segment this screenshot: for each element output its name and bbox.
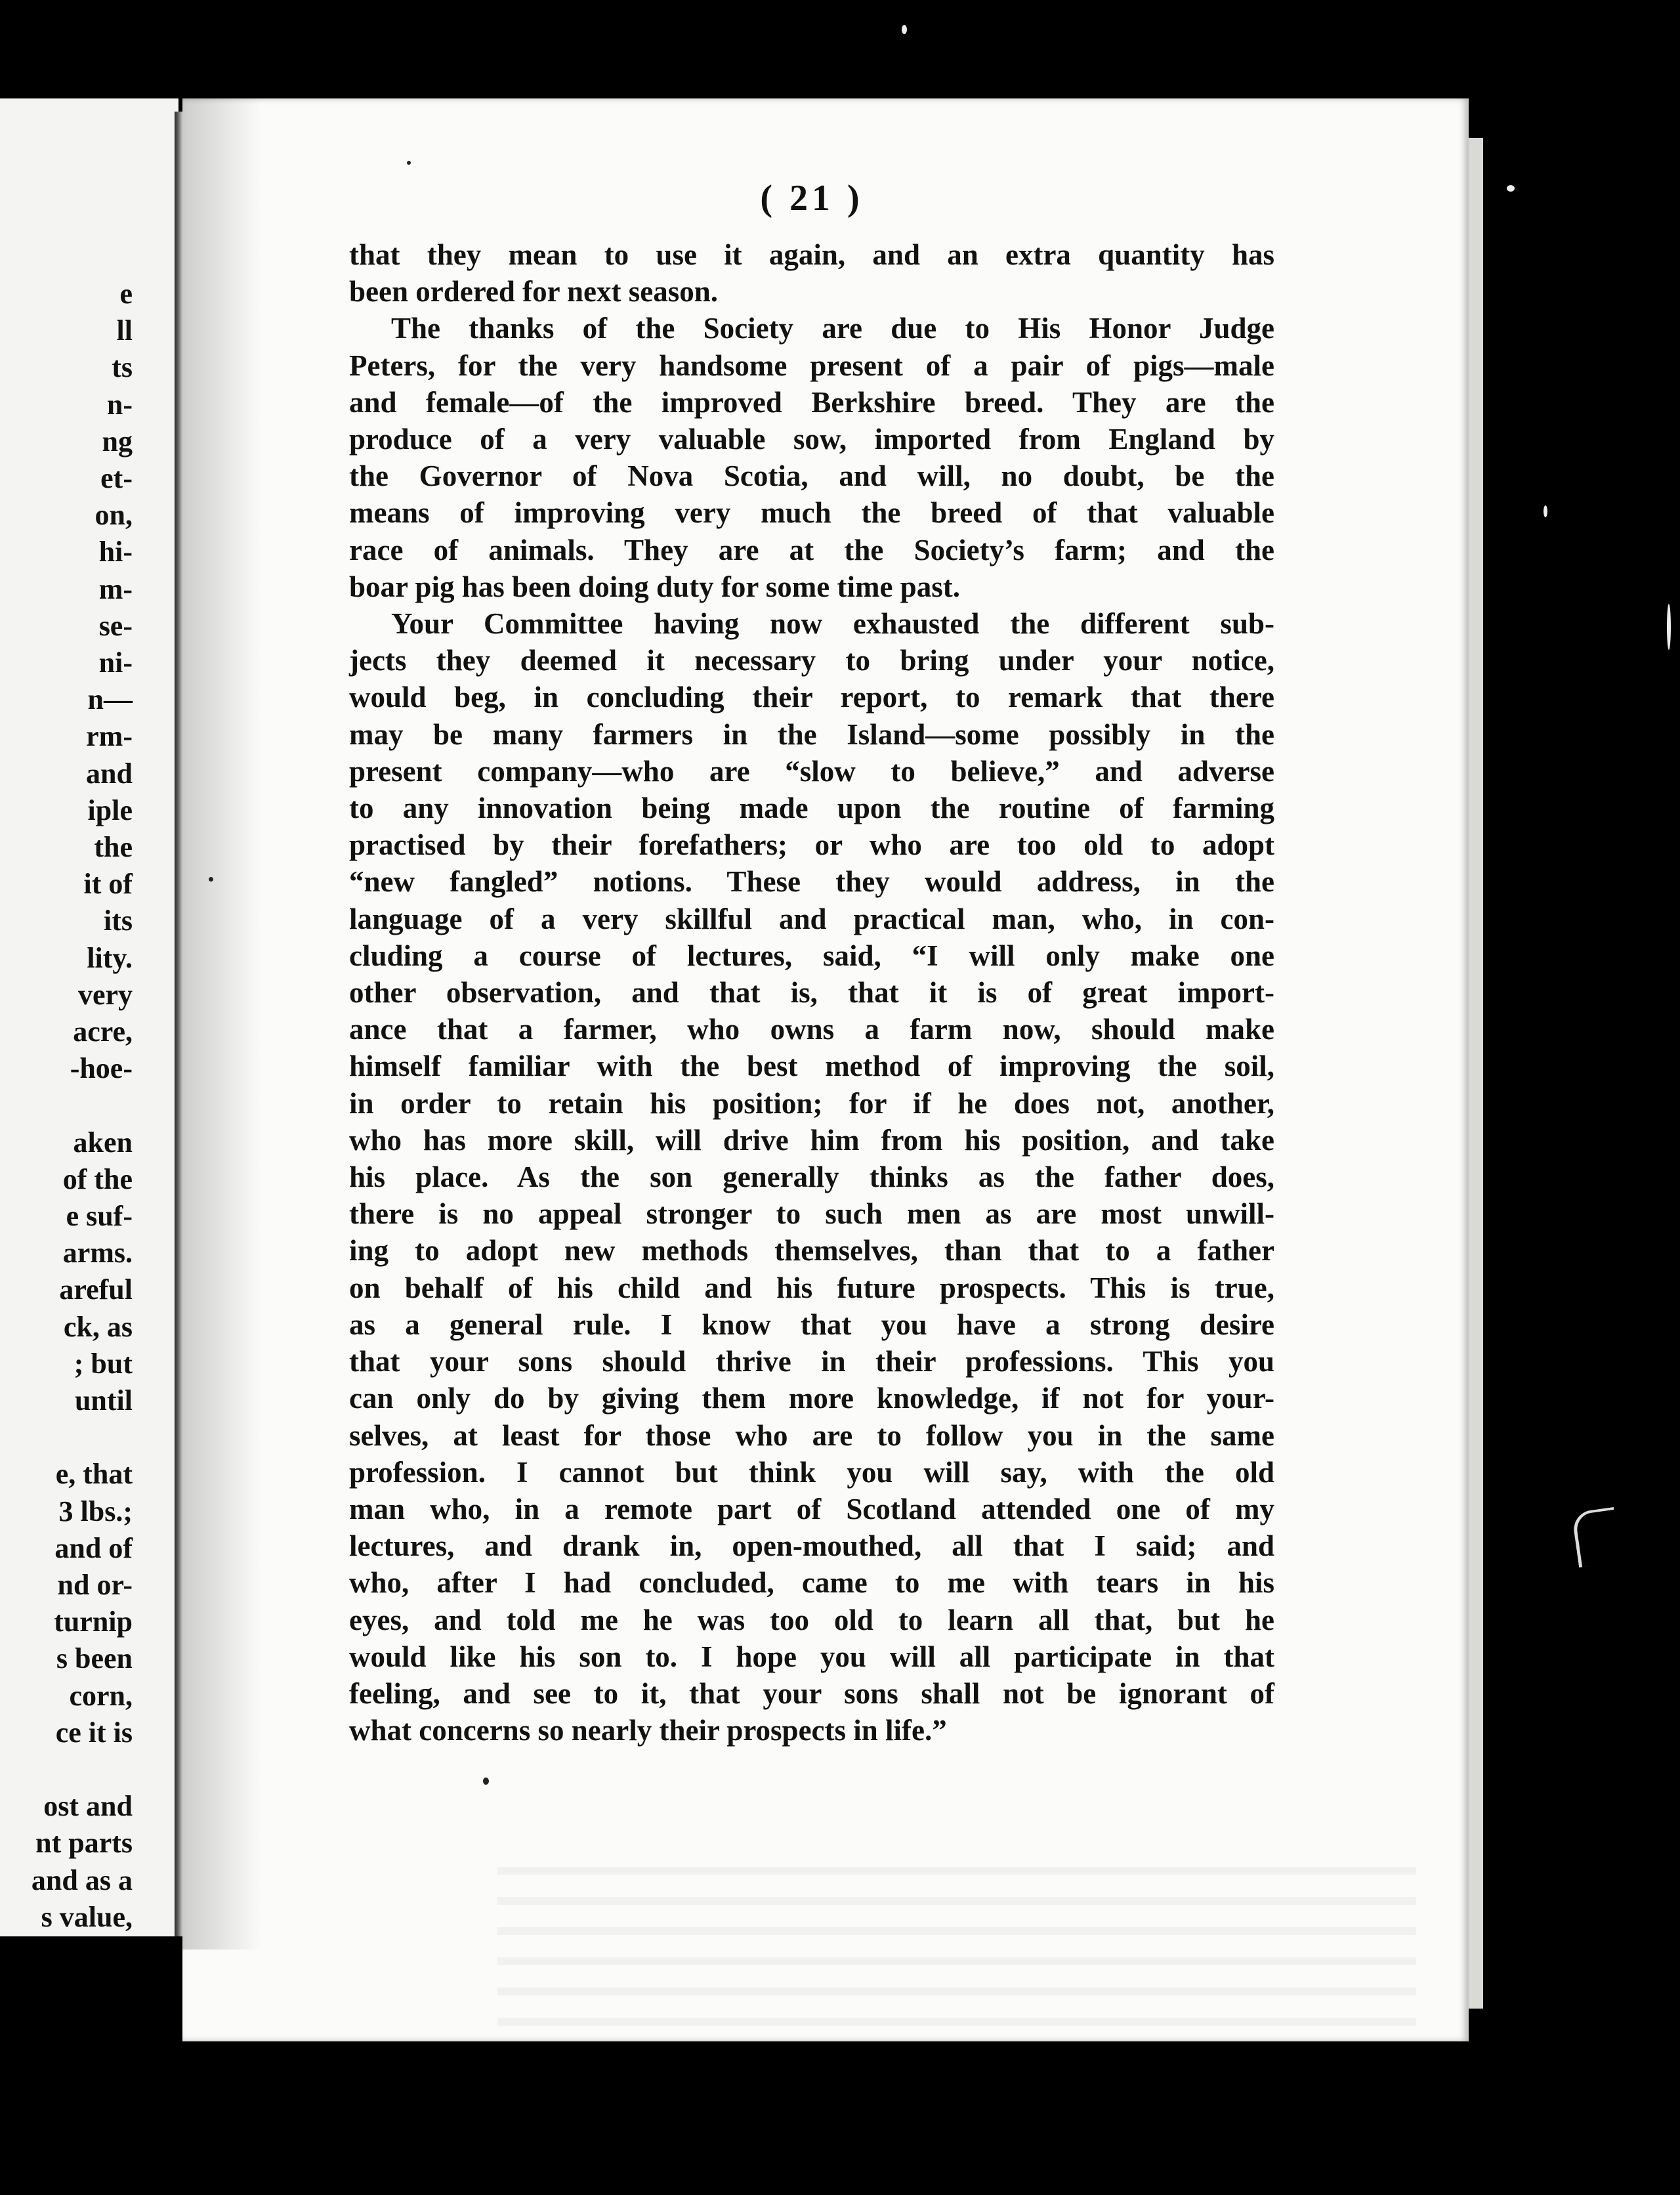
text-line: on behalf of his child and his future prospects. This is true,: [349, 1271, 1274, 1304]
text-line: eyes, and told me he was too old to learn all that, but he: [349, 1603, 1274, 1636]
fragment-line: s value,: [41, 1900, 133, 1933]
text-line: to any innovation being made upon the routine of farming: [349, 792, 1274, 825]
fragment-line: 3 lbs.;: [58, 1495, 133, 1527]
fragment-line: n-: [106, 388, 133, 421]
text-line: may be many farmers in the Island—some possibly in the: [349, 717, 1274, 751]
scan-speck: [407, 161, 411, 165]
fragment-gap: [32, 1087, 133, 1124]
text-line: can only do by giving them more knowledge, if not for your-: [349, 1382, 1274, 1415]
facing-page-text-fragment: [32, 276, 133, 1936]
fragment-line: ng: [102, 425, 133, 458]
fragment-line: ost and: [43, 1790, 133, 1823]
fragment-line: and as a: [31, 1864, 133, 1896]
text-line: ing to adopt new methods themselves, than that to a father: [349, 1234, 1274, 1268]
fragment-line: on,: [94, 499, 133, 532]
fragment-line: acre,: [73, 1015, 133, 1048]
fragment-line: iple: [87, 794, 133, 826]
fragment-line: its: [104, 905, 133, 937]
text-line: language of a very skillful and practical man, who, in con-: [349, 902, 1274, 935]
fragment-line: -hoe-: [70, 1052, 133, 1085]
fragment-line: rm-: [86, 720, 133, 753]
scan-speck: [483, 1778, 489, 1785]
fragment-line: n—: [87, 683, 133, 716]
fragment-line: areful: [59, 1273, 133, 1306]
text-line: and female—of the improved Berkshire breed. They are the: [349, 385, 1274, 419]
scan-speck: [902, 25, 907, 34]
facing-page-fragment: [0, 98, 178, 1936]
text-line: feeling, and see to it, that your sons shall not be ignorant of: [349, 1676, 1274, 1710]
fragment-line: until: [74, 1384, 133, 1417]
scan-speck: [209, 877, 213, 882]
text-line: practised by their forefathers; or who are too old to adopt: [349, 828, 1274, 862]
gutter-shadow: [182, 98, 261, 1950]
text-line: that your sons should thrive in their professions. This you: [349, 1345, 1274, 1378]
text-line: who has more skill, will drive him from his position, and take: [349, 1123, 1274, 1157]
fragment-line: and: [86, 757, 133, 790]
text-line: means of improving very much the breed of that valuable: [349, 496, 1274, 530]
text-line: man who, in a remote part of Scotland attended one of my: [349, 1492, 1274, 1525]
fragment-line: ck, as: [63, 1310, 133, 1343]
text-line: himself familiar with the best method of improving the soil,: [349, 1050, 1274, 1083]
text-line: what concerns so nearly their prospects in life.”: [349, 1714, 947, 1747]
page-number: ( 21 ): [760, 178, 864, 219]
fragment-line: turnip: [54, 1606, 133, 1638]
fragment-line: of the: [62, 1162, 133, 1195]
text-line: lectures, and drank in, open-mouthed, all that I said; and: [349, 1529, 1274, 1563]
fragment-line: e suf-: [66, 1200, 133, 1233]
text-line: his place. As the son generally thinks as the father does,: [349, 1161, 1274, 1194]
text-line: who, after I had concluded, came to me with tears in his: [349, 1566, 1274, 1600]
scan-speck: [1667, 604, 1671, 650]
fragment-line: ; but: [74, 1347, 133, 1380]
fragment-gap: [32, 1419, 133, 1456]
page-edge: [1469, 138, 1483, 2009]
fragment-line: se-: [98, 609, 133, 642]
text-line: profession. I cannot but think you will say, with the old: [349, 1455, 1274, 1489]
fragment-line: lity.: [87, 941, 133, 974]
fragment-line: arms.: [62, 1237, 133, 1269]
fragment-line: m-: [98, 572, 133, 605]
text-line: the Governor of Nova Scotia, and will, no doubt, be the: [349, 459, 1274, 493]
text-line: would like his son to. I hope you will all participate in that: [349, 1640, 1274, 1673]
fragment-line: aken: [73, 1126, 133, 1159]
scan-speck: [1544, 505, 1547, 517]
text-line: in order to retain his position; for if he does not, another,: [349, 1086, 1274, 1120]
fragment-line: hi-: [98, 536, 133, 568]
text-line: produce of a very valuable sow, imported from England by: [349, 423, 1274, 456]
text-line: selves, at least for those who are to follow you in the same: [349, 1418, 1274, 1452]
text-line: The thanks of the Society are due to His Honor Judge: [391, 312, 1274, 345]
fragment-line: ni-: [98, 647, 133, 679]
fragment-line: nt parts: [35, 1827, 133, 1860]
fragment-line: et-: [100, 462, 133, 495]
fragment-line: ts: [112, 351, 133, 384]
text-line: as a general rule. I know that you have a strong desire: [349, 1308, 1274, 1341]
text-line: present company—who are “slow to believe,” and adverse: [349, 754, 1274, 788]
text-line: race of animals. They are at the Society’s farm; and the: [349, 533, 1274, 566]
scan-speck: [1507, 185, 1515, 192]
text-line: that they mean to use it again, and an extra quantity has: [349, 238, 1274, 271]
reverse-side-showthrough: [497, 1844, 1416, 2028]
fragment-line: e, that: [55, 1458, 133, 1491]
fragment-line: nd or-: [57, 1569, 133, 1602]
text-line: Peters, for the very handsome present of a pair of pigs—male: [349, 349, 1274, 382]
text-line: other observation, and that is, that it is of great import-: [349, 976, 1274, 1010]
text-line: been ordered for next season.: [349, 275, 719, 309]
fragment-line: e: [119, 278, 133, 310]
book-gutter: [175, 112, 182, 1936]
fragment-line: and of: [54, 1531, 133, 1564]
fragment-line: s been: [56, 1642, 133, 1675]
fragment-gap: [32, 1751, 133, 1788]
body-text: [349, 236, 1274, 1749]
fragment-line: very: [77, 978, 133, 1011]
fragment-line: corn,: [69, 1679, 133, 1712]
text-line: would beg, in concluding their report, to remark that there: [349, 681, 1274, 714]
fragment-line: the: [94, 831, 133, 864]
scan-mark: [1571, 1507, 1621, 1567]
fragment-line: it of: [83, 868, 133, 901]
text-line: there is no appeal stronger to such men as are most unwill-: [349, 1197, 1274, 1231]
text-line: ance that a farmer, who owns a farm now, should make: [349, 1013, 1274, 1046]
text-line: Your Committee having now exhausted the different sub-: [391, 607, 1274, 641]
fragment-line: ll: [116, 314, 133, 347]
text-line: boar pig has been doing duty for some time past.: [349, 570, 960, 603]
fragment-line: ce it is: [55, 1716, 133, 1749]
text-line: “new fangled” notions. These they would address, in the: [349, 865, 1274, 899]
text-line: cluding a course of lectures, said, “I will only make one: [349, 939, 1274, 972]
text-line: jects they deemed it necessary to bring under your notice,: [349, 644, 1274, 677]
